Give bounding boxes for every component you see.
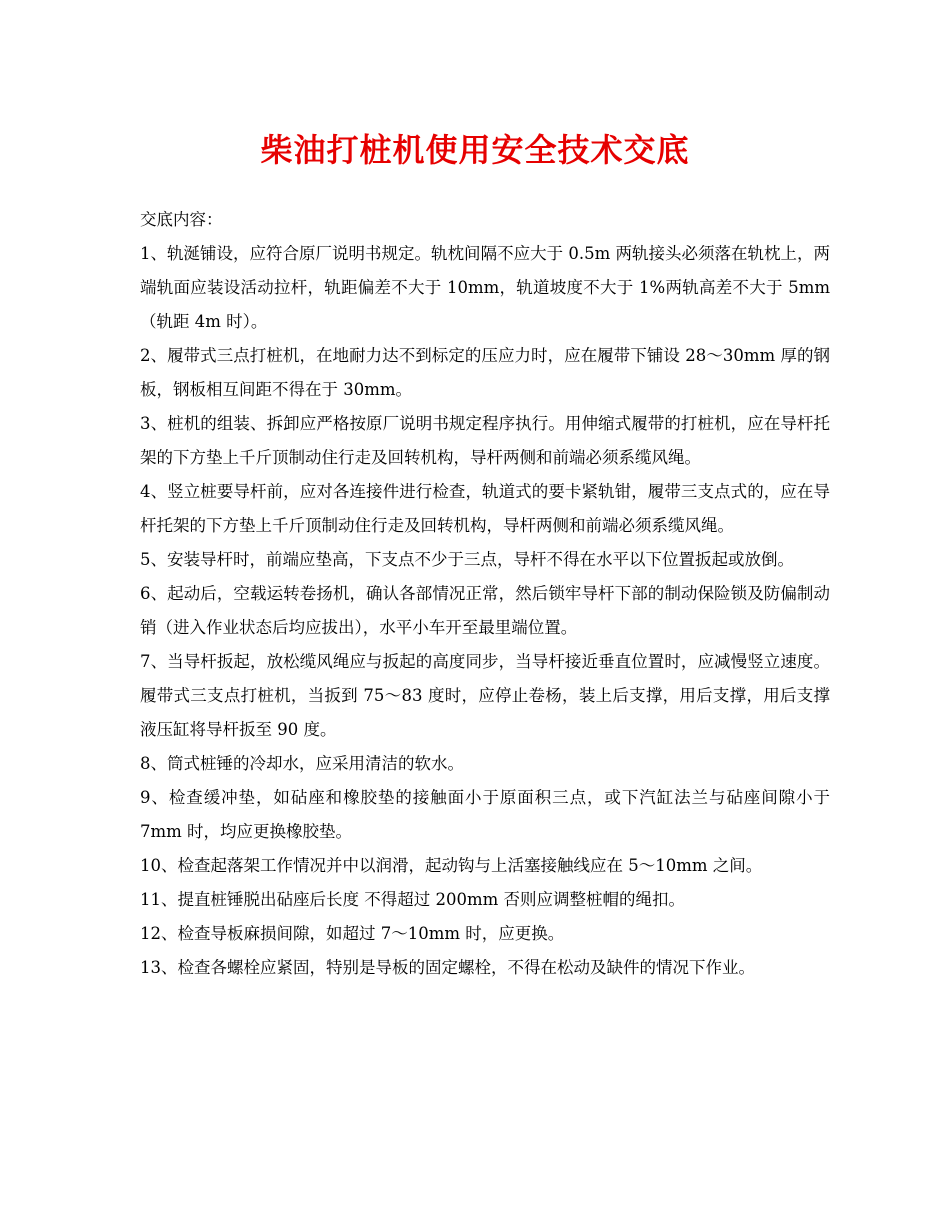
document-body — [140, 203, 830, 985]
page-title: 柴油打桩机使用安全技术交底 — [260, 131, 690, 169]
paragraph-1: 1、轨涎铺设，应符合原厂说明书规定。轨枕间隔不应大于 0.5m 两轨接头必须落在轨枕上，两端轨面应装设活动拉杆，轨距偏差不大于 10mm，轨道坡度不大于 1%两轨高差不大于 5mm（轨距 4m 时）。 — [140, 244, 830, 331]
intro-label: 交底内容： — [140, 210, 223, 229]
paragraph-6: 6、起动后，空载运转卷扬机，确认各部情况正常，然后锁牢导杆下部的制动保险锁及防偏制动销（进入作业状态后均应拔出），水平小车开至最里端位置。 — [140, 584, 830, 637]
paragraph-8: 8、筒式桩锤的冷却水，应采用清洁的软水。 — [140, 754, 464, 773]
paragraph-13: 13、检查各螺栓应紧固，特别是导板的固定螺栓，不得在松动及缺件的情况下作业。 — [140, 958, 755, 977]
paragraph-2: 2、履带式三点打桩机，在地耐力达不到标定的压应力时，应在履带下铺设 28～30mm 厚的钢板，钢板相互间距不得在于 30mm。 — [140, 346, 830, 399]
paragraph-12: 12、检查导板麻损间隙，如超过 7～10mm 时，应更换。 — [140, 924, 565, 943]
paragraph-3: 3、桩机的组装、拆卸应严格按原厂说明书规定程序执行。用伸缩式履带的打桩机，应在导杆托架的下方垫上千斤顶制动住行走及回转机构，导杆两侧和前端必须系缆风绳。 — [140, 414, 830, 467]
paragraph-11: 11、提直桩锤脱出砧座后长度 不得超过 200mm 否则应调整桩帽的绳扣。 — [140, 890, 686, 909]
paragraph-5: 5、安装导杆时，前端应垫高，下支点不少于三点，导杆不得在水平以下位置扳起或放倒。 — [140, 550, 794, 569]
paragraph-7: 7、当导杆扳起，放松缆风绳应与扳起的高度同步，当导杆接近垂直位置时，应减慢竖立速度。履带式三支点打桩机，当扳到 75～83 度时，应停止卷杨，装上后支撑，用后支撑，用后支撑液压缸将导杆扳至 90 度。 — [140, 652, 830, 739]
paragraph-9: 9、检查缓冲垫，如砧座和橡胶垫的接触面小于原面积三点，或下汽缸法兰与砧座间隙小于 7mm 时，均应更换橡胶垫。 — [140, 788, 830, 841]
paragraph-10: 10、检查起落架工作情况并中以润滑，起动钩与上活塞接触线应在 5～10mm 之间。 — [140, 856, 763, 875]
paragraph-4: 4、竖立桩要导杆前，应对各连接件进行检查，轨道式的要卡紧轨钳，履带三支点式的，应在导杆托架的下方垫上千斤顶制动住行走及回转机构，导杆两侧和前端必须系缆风绳。 — [140, 482, 830, 535]
